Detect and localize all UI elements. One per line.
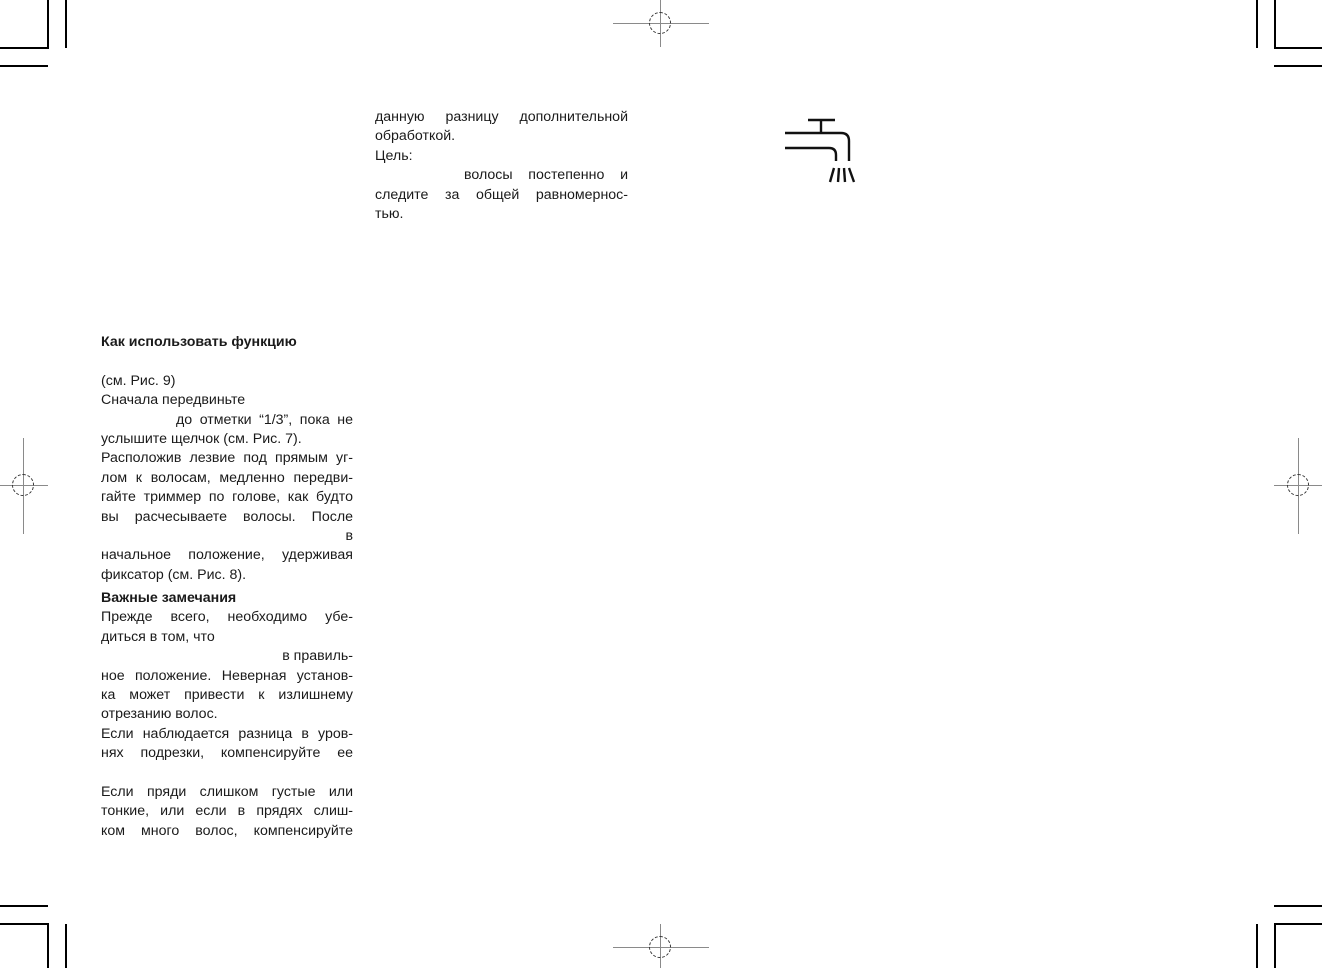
text-line: диться в том, что <box>101 628 215 645</box>
blank-line <box>101 352 353 371</box>
text-line: в <box>345 527 353 544</box>
text-line: нях подрезки, компенсируйте ее <box>101 745 353 762</box>
text-line: Цель: <box>375 147 413 164</box>
text-line: Если наблюдается разница в уров- <box>101 725 353 742</box>
text-line: Расположив лезвие под прямым уг- <box>101 450 353 467</box>
text-line: обработкой. <box>375 128 456 145</box>
text-line: Прежде всего, необходимо убе- <box>101 609 353 626</box>
text-line: лом к волосам, медленно передви- <box>101 469 353 486</box>
text-line: в правиль- <box>282 648 353 665</box>
text-column-left <box>101 333 353 841</box>
text-line: фиксатор (см. Рис. 8). <box>101 566 247 583</box>
blank-line <box>101 764 353 783</box>
text-line: волосы постепенно и <box>464 167 628 184</box>
text-column-right <box>375 108 628 224</box>
text-line: следите за общей равномернос- <box>375 186 628 203</box>
text-line: ное положение. Неверная установ- <box>101 667 353 684</box>
text-line: тью. <box>375 205 404 222</box>
text-line: ком много волос, компенсируйте <box>101 822 353 839</box>
text-line: ка может привести к излишнему <box>101 687 353 704</box>
text-line: Если пряди слишком густые или <box>101 783 353 800</box>
water-tap-icon <box>783 118 859 186</box>
text-line: Сначала передвиньте <box>101 392 246 409</box>
text-line: вы расчесываете волосы. После <box>101 508 353 525</box>
text-line: (см. Рис. 9) <box>101 372 176 389</box>
heading-important-notes: Важные замечания <box>101 590 237 607</box>
text-line: начальное положение, удерживая <box>101 547 353 564</box>
text-line: данную разницу дополнительной <box>375 109 628 125</box>
text-line: услышите щелчок (см. Рис. 7). <box>101 430 302 447</box>
text-line: отрезанию волос. <box>101 706 218 723</box>
heading-how-to-use: Как использовать функцию <box>101 334 297 350</box>
text-line: гайте триммер по голове, как будто <box>101 489 353 506</box>
text-line: тонкие, или если в прядях слиш- <box>101 803 353 820</box>
text-line: до отметки “1/3”, пока не <box>176 411 353 428</box>
